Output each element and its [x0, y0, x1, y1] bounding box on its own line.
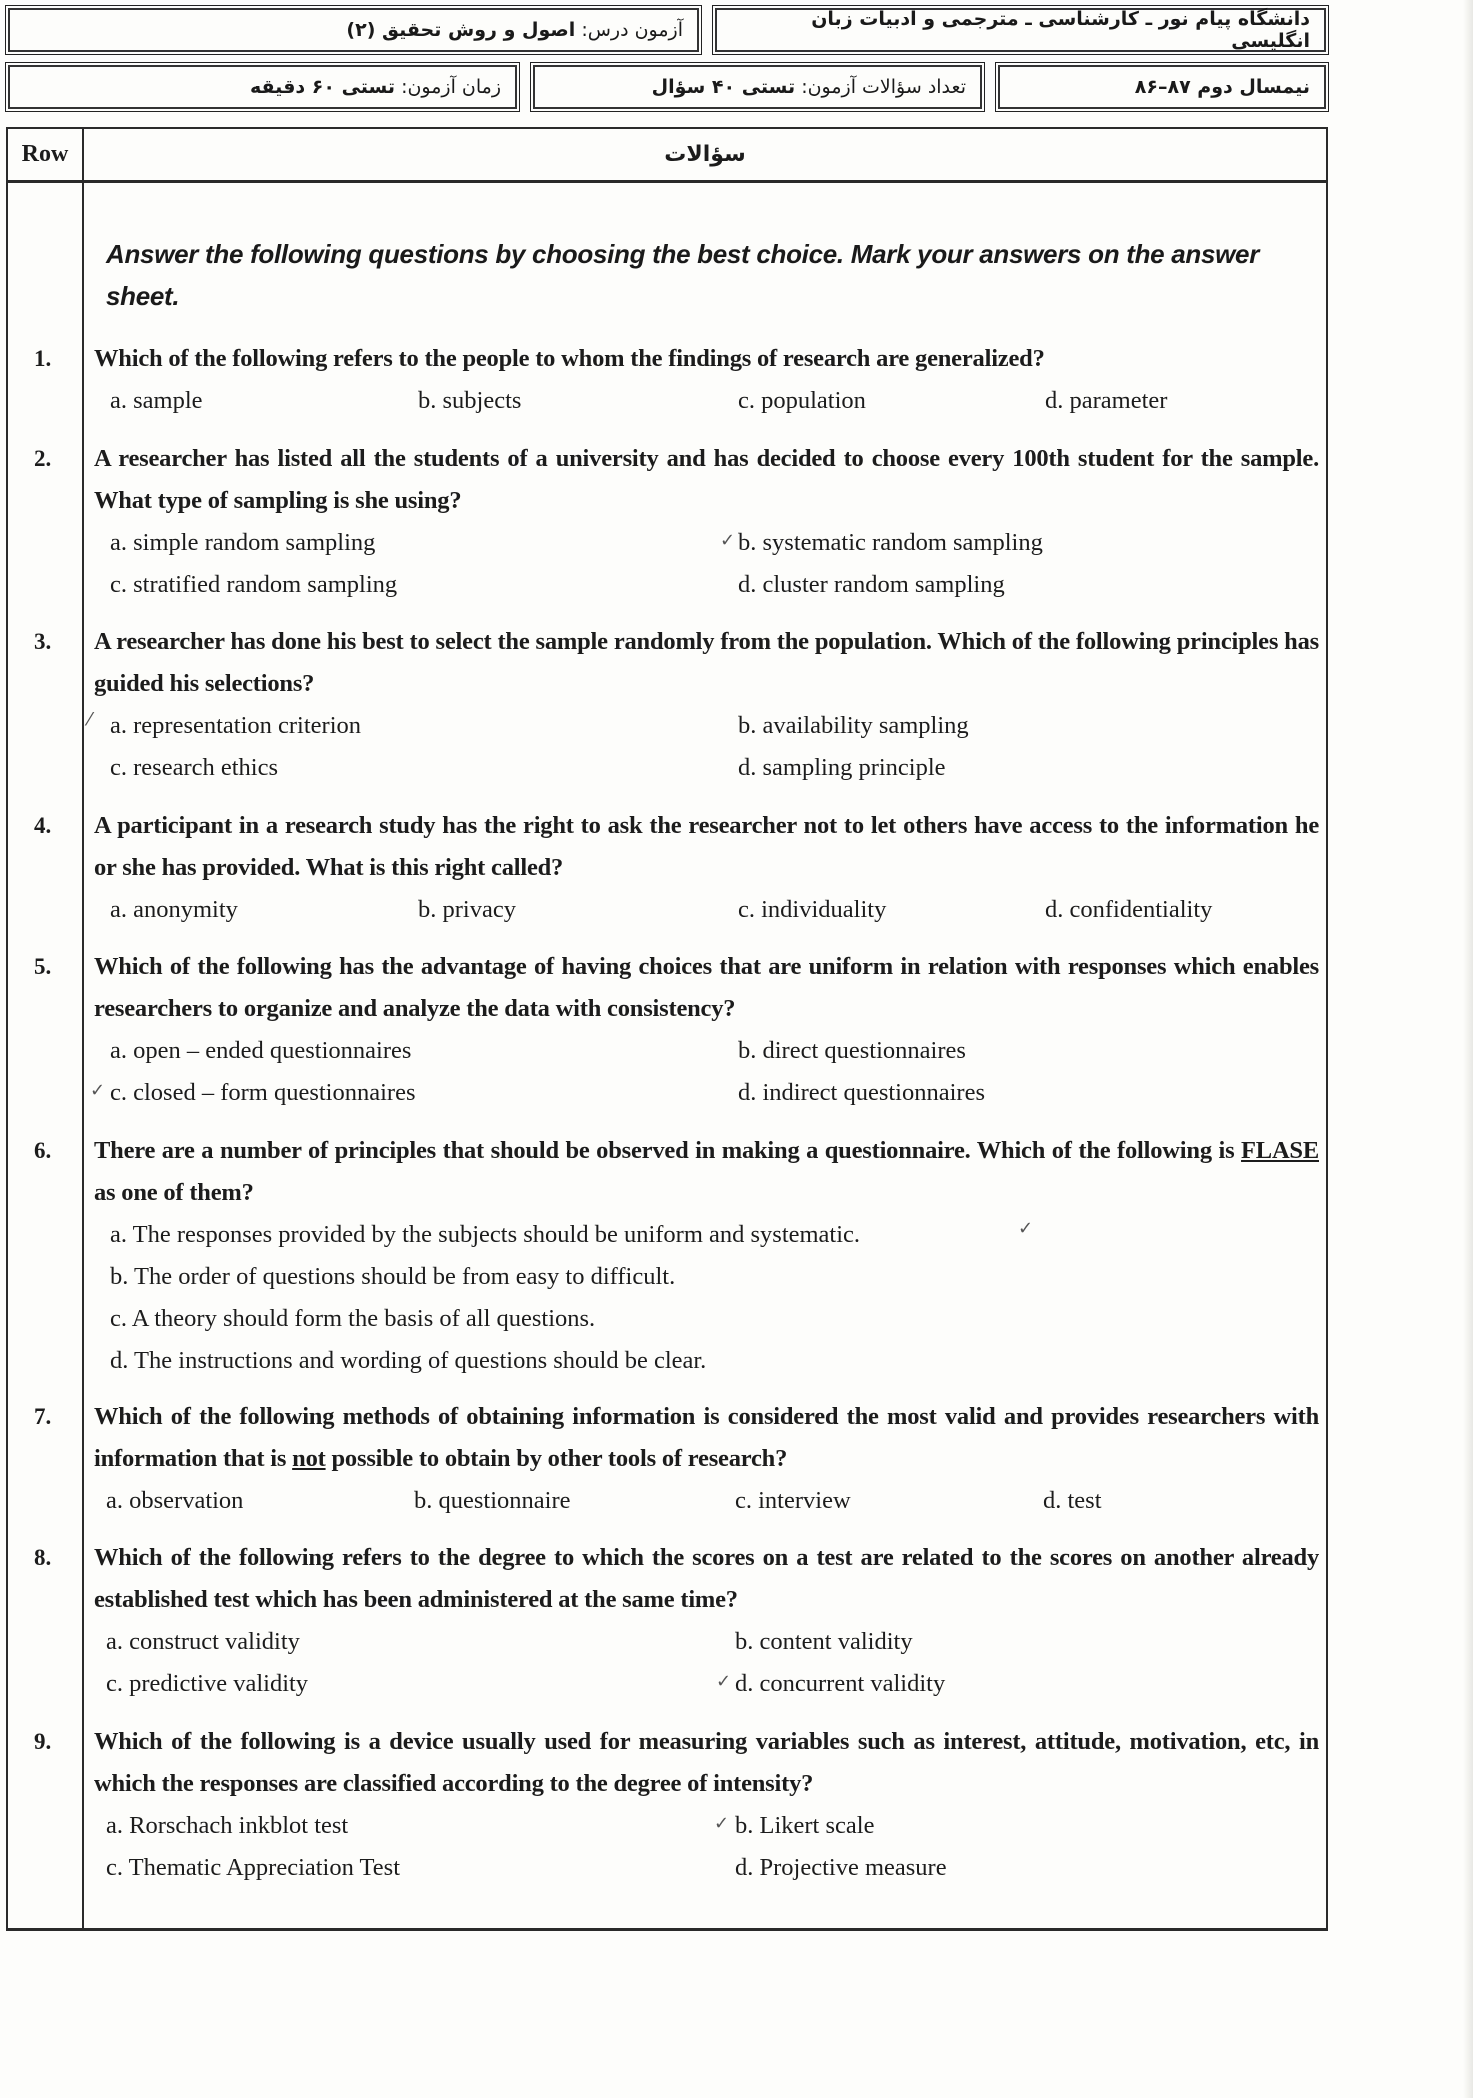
- question-count-label: تعداد سؤالات آزمون:: [801, 76, 966, 98]
- question-stem: Which of the following methods of obtaining information is considered the most valid and provides researchers with information that is not possible to obtain by other tools of research?: [94, 1403, 1319, 1472]
- check-mark-icon: ✓: [90, 1080, 106, 1101]
- term-value: نیمسال دوم ۸۷–۸۶: [1134, 76, 1310, 98]
- option-a[interactable]: a. anonymity: [110, 896, 238, 923]
- question-stem: Which of the following is a device usually used for measuring variables such as interest, attitude, motivation, etc, in which the responses are classified according to the degree of intensity?: [94, 1728, 1319, 1797]
- question-number: 2.: [34, 446, 52, 471]
- check-mark-icon: ✓: [720, 530, 736, 551]
- option-d[interactable]: d. Projective measure: [735, 1854, 947, 1881]
- question-count-value: تستی ۴۰ سؤال: [651, 76, 796, 98]
- exam-time-box: [5, 62, 520, 112]
- question-number: 6.: [34, 1138, 52, 1163]
- option-c[interactable]: c. interview: [735, 1487, 851, 1514]
- option-d[interactable]: d. indirect questionnaires: [738, 1079, 985, 1106]
- option-a[interactable]: a. construct validity: [106, 1628, 300, 1655]
- option-b[interactable]: b. content validity: [735, 1628, 913, 1655]
- question-number: 5.: [34, 954, 52, 979]
- option-d[interactable]: d. test: [1043, 1487, 1102, 1514]
- option-a[interactable]: a. Rorschach inkblot test: [106, 1812, 349, 1839]
- option-c[interactable]: c. A theory should form the basis of all questions.: [110, 1305, 596, 1332]
- question-stem: There are a number of principles that should be observed in making a questionnaire. Which of the following is FLASE as one of them?: [94, 1137, 1319, 1206]
- option-a[interactable]: a. open – ended questionnaires: [110, 1037, 412, 1064]
- exam-time-label: زمان آزمون:: [401, 76, 501, 98]
- option-c[interactable]: c. population: [738, 387, 866, 414]
- exam-time-value: تستی ۶۰ دقیقه: [249, 76, 396, 98]
- term-box: [995, 62, 1329, 112]
- question-number: 7.: [34, 1404, 52, 1429]
- option-d[interactable]: d. sampling principle: [738, 754, 946, 781]
- option-d[interactable]: d. concurrent validity: [735, 1670, 946, 1697]
- check-mark-icon: ✓: [716, 1671, 732, 1692]
- page-edge: [1463, 0, 1473, 2098]
- option-a[interactable]: a. sample: [110, 387, 203, 414]
- option-b[interactable]: b. systematic random sampling: [738, 529, 1043, 556]
- option-d[interactable]: d. The instructions and wording of questions should be clear.: [110, 1347, 707, 1374]
- row-column-header: Row: [21, 141, 69, 167]
- question-number: 3.: [34, 629, 52, 654]
- check-mark-icon: ✓: [714, 1813, 730, 1834]
- option-d[interactable]: d. parameter: [1045, 387, 1168, 414]
- question-stem: Which of the following refers to the degree to which the scores on a test are related to the scores on another already established test which has been administered at the same time?: [94, 1544, 1319, 1613]
- option-d[interactable]: d. cluster random sampling: [738, 571, 1005, 598]
- option-b[interactable]: b. availability sampling: [738, 712, 969, 739]
- course-label: آزمون درس:: [581, 19, 683, 41]
- question-stem: Which of the following has the advantage of having choices that are uniform in relation with responses which enables researchers to organize and analyze the data with consistency?: [94, 953, 1319, 1022]
- row-column-divider: [82, 129, 84, 1928]
- check-mark-icon: ✓: [1018, 1218, 1034, 1239]
- option-b[interactable]: b. The order of questions should be from easy to difficult.: [110, 1263, 676, 1290]
- instructions: Answer the following questions by choosing the best choice. Mark your answers on the answer sheet.: [106, 239, 1260, 311]
- course-name: اصول و روش تحقیق (۲): [346, 19, 576, 41]
- university-program-box: [712, 5, 1329, 55]
- questions-table: [6, 127, 1328, 1931]
- option-a[interactable]: a. observation: [106, 1487, 244, 1514]
- university-program-title: دانشگاه پیام نور ـ کارشناسی ـ مترجمی و ادبیات زبان انگلیسی: [811, 8, 1310, 52]
- option-c[interactable]: c. predictive validity: [106, 1670, 309, 1697]
- option-c[interactable]: c. research ethics: [110, 754, 278, 781]
- question-count-box: [530, 62, 985, 112]
- question-number: 8.: [34, 1545, 52, 1570]
- questions-column-header: سؤالات: [664, 142, 746, 167]
- option-b[interactable]: b. Likert scale: [735, 1812, 875, 1839]
- question-stem: A participant in a research study has the right to ask the researcher not to let others have access to the information he or she has provided. What is this right called?: [94, 812, 1319, 881]
- option-c[interactable]: c. stratified random sampling: [110, 571, 398, 598]
- option-c[interactable]: c. individuality: [738, 896, 887, 923]
- question-stem: Which of the following refers to the people to whom the findings of research are generalized?: [94, 345, 1045, 372]
- option-b[interactable]: b. subjects: [418, 387, 522, 414]
- option-b[interactable]: b. questionnaire: [414, 1487, 571, 1514]
- option-c[interactable]: c. Thematic Appreciation Test: [106, 1854, 401, 1881]
- question-stem: A researcher has listed all the students of a university and has decided to choose every 100th student for the sample. What type of sampling is she using?: [94, 445, 1319, 514]
- option-a[interactable]: a. representation criterion: [110, 712, 362, 739]
- question-stem: A researcher has done his best to select the sample randomly from the population. Which of the following principles has guided his selections?: [94, 628, 1319, 697]
- option-c[interactable]: c. closed – form questionnaires: [110, 1079, 416, 1106]
- option-b[interactable]: b. direct questionnaires: [738, 1037, 966, 1064]
- emphasis-word: not: [292, 1445, 326, 1472]
- option-a[interactable]: a. simple random sampling: [110, 529, 376, 556]
- question-number: 1.: [34, 346, 52, 371]
- option-d[interactable]: d. confidentiality: [1045, 896, 1213, 923]
- header-divider: [8, 180, 1326, 183]
- course-box: [5, 5, 702, 55]
- check-mark-icon: ⁄: [88, 709, 92, 730]
- option-b[interactable]: b. privacy: [418, 896, 516, 923]
- question-number: 4.: [34, 813, 52, 838]
- option-a[interactable]: a. The responses provided by the subjects should be uniform and systematic.: [110, 1221, 861, 1248]
- question-number: 9.: [34, 1729, 52, 1754]
- emphasis-word: FLASE: [1241, 1137, 1319, 1164]
